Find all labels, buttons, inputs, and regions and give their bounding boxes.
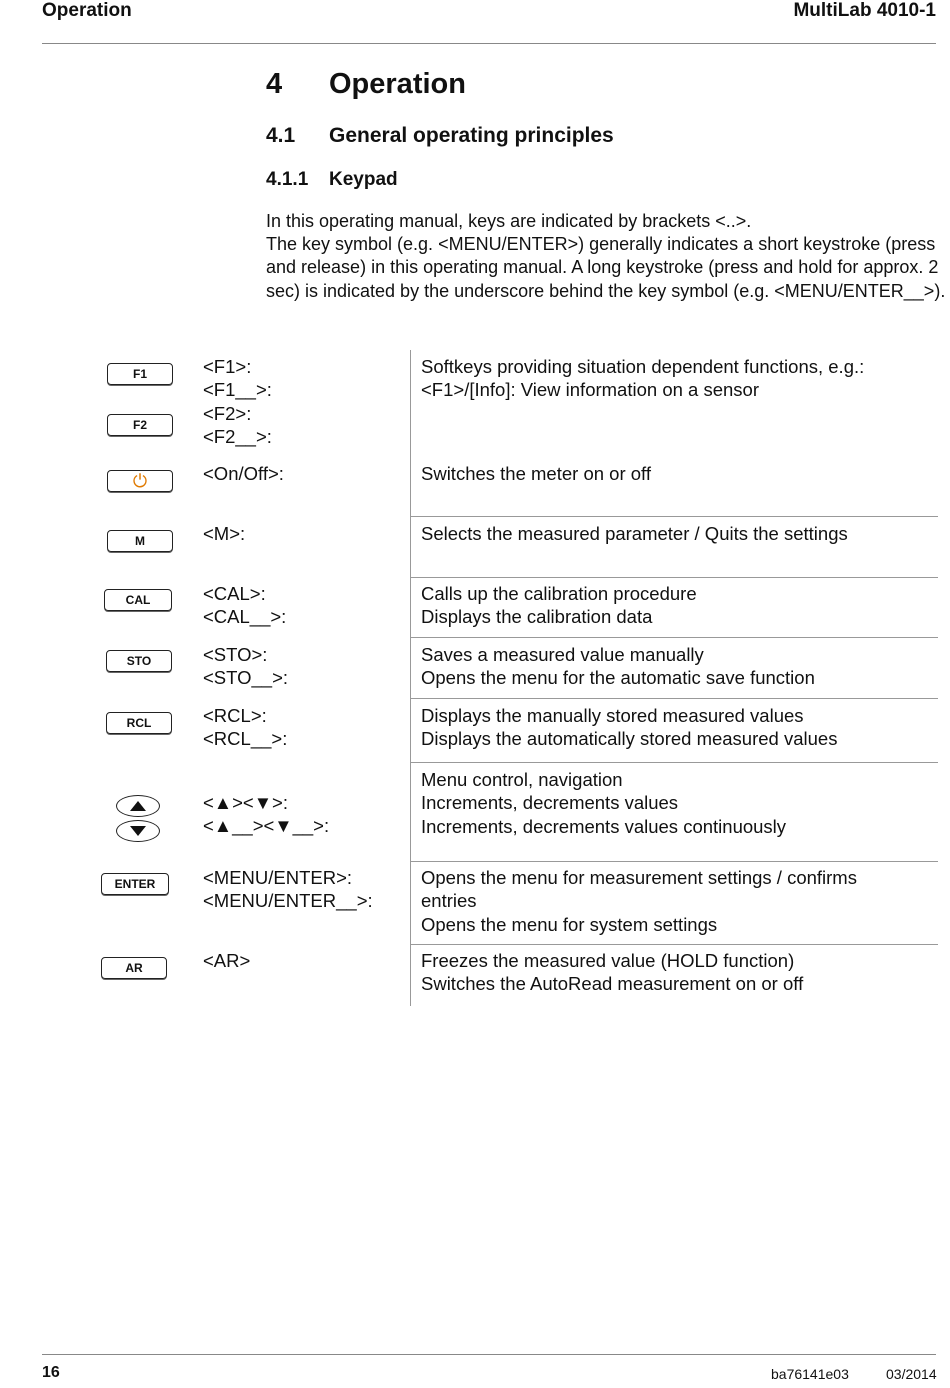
running-header-product: MultiLab 4010-1 (793, 0, 936, 21)
intro-paragraph-1: In this operating manual, keys are indicated by brackets <..>. (266, 211, 752, 231)
row-divider (410, 698, 938, 699)
key-desc-arrows: Menu control, navigation Increments, decrements values Increments, decrements values continuously (421, 769, 787, 837)
key-desc-ar: Freezes the measured value (HOLD function) Switches the AutoRead measurement on or off (421, 950, 804, 995)
subsection-heading (266, 169, 398, 191)
up-arrow-icon (130, 801, 146, 811)
power-icon: ⏻ (132, 470, 148, 491)
key-labels-ar: <AR> (203, 950, 251, 971)
down-arrow-icon (130, 826, 146, 836)
m-key-icon: M (107, 530, 173, 552)
ar-key-icon: AR (101, 957, 167, 979)
key-desc-m: Selects the measured parameter / Quits the settings (421, 523, 848, 544)
key-desc-enter: Opens the menu for measurement settings / confirms entries Opens the menu for system settings (421, 867, 857, 935)
row-divider (410, 944, 938, 945)
subsection-number: 4.1.1 (266, 169, 309, 190)
f1-key-icon: F1 (107, 363, 173, 385)
document-id: ba76141e03 (771, 1366, 849, 1382)
page-number: 16 (42, 1364, 60, 1381)
row-divider (410, 762, 938, 763)
footer-rule (42, 1354, 936, 1355)
key-labels-onoff: <On/Off>: (203, 463, 284, 484)
subsection-title: Keypad (329, 169, 398, 190)
power-key-icon (107, 470, 173, 492)
row-divider (410, 516, 938, 517)
section-title: General operating principles (329, 124, 614, 147)
key-desc-onoff: Switches the meter on or off (421, 463, 651, 484)
cal-key-icon: CAL (104, 589, 172, 611)
chapter-heading (266, 68, 466, 101)
key-desc-rcl: Displays the manually stored measured values Displays the automatically stored measured values (421, 705, 838, 750)
running-header-section: Operation (42, 0, 132, 21)
intro-paragraph-2: The key symbol (e.g. <MENU/ENTER>) generally indicates a short keystroke (press and release) in this operating manual. A long keystroke (press and hold for approx. 2 sec) is indicated by the underscore behind the key symbol (e.g. <MENU/ENTER__>). (266, 234, 946, 301)
key-labels-rcl: <RCL>: <RCL__>: (203, 705, 288, 750)
document-date: 03/2014 (886, 1366, 937, 1382)
key-labels-m: <M>: (203, 523, 246, 544)
key-labels-enter: <MENU/ENTER>: <MENU/ENTER__>: (203, 867, 373, 912)
key-desc-f1-f2: Softkeys providing situation dependent functions, e.g.: <F1>/[Info]: View information on a sensor (421, 356, 865, 401)
key-desc-sto: Saves a measured value manually Opens the menu for the automatic save function (421, 644, 815, 689)
section-heading (266, 124, 614, 148)
key-labels-f1-f2: <F1>: <F1__>: <F2>: <F2__>: (203, 356, 272, 448)
row-divider (410, 861, 938, 862)
intro-text (266, 210, 946, 303)
sto-key-icon: STO (106, 650, 172, 672)
f2-key-icon: F2 (107, 414, 173, 436)
up-arrow-key-icon (116, 795, 160, 817)
enter-key-icon: ENTER (101, 873, 169, 895)
chapter-title: Operation (329, 68, 466, 100)
header-rule (42, 43, 936, 44)
key-labels-sto: <STO>: <STO__>: (203, 644, 289, 689)
chapter-number: 4 (266, 68, 283, 100)
rcl-key-icon: RCL (106, 712, 172, 734)
down-arrow-key-icon (116, 820, 160, 842)
key-labels-cal: <CAL>: <CAL__>: (203, 583, 287, 628)
table-column-divider (410, 350, 411, 1006)
key-desc-cal: Calls up the calibration procedure Displays the calibration data (421, 583, 697, 628)
row-divider (410, 577, 938, 578)
section-number: 4.1 (266, 124, 296, 147)
key-labels-arrows: <▲><▼>: <▲__><▼__>: (203, 792, 330, 837)
row-divider (410, 637, 938, 638)
